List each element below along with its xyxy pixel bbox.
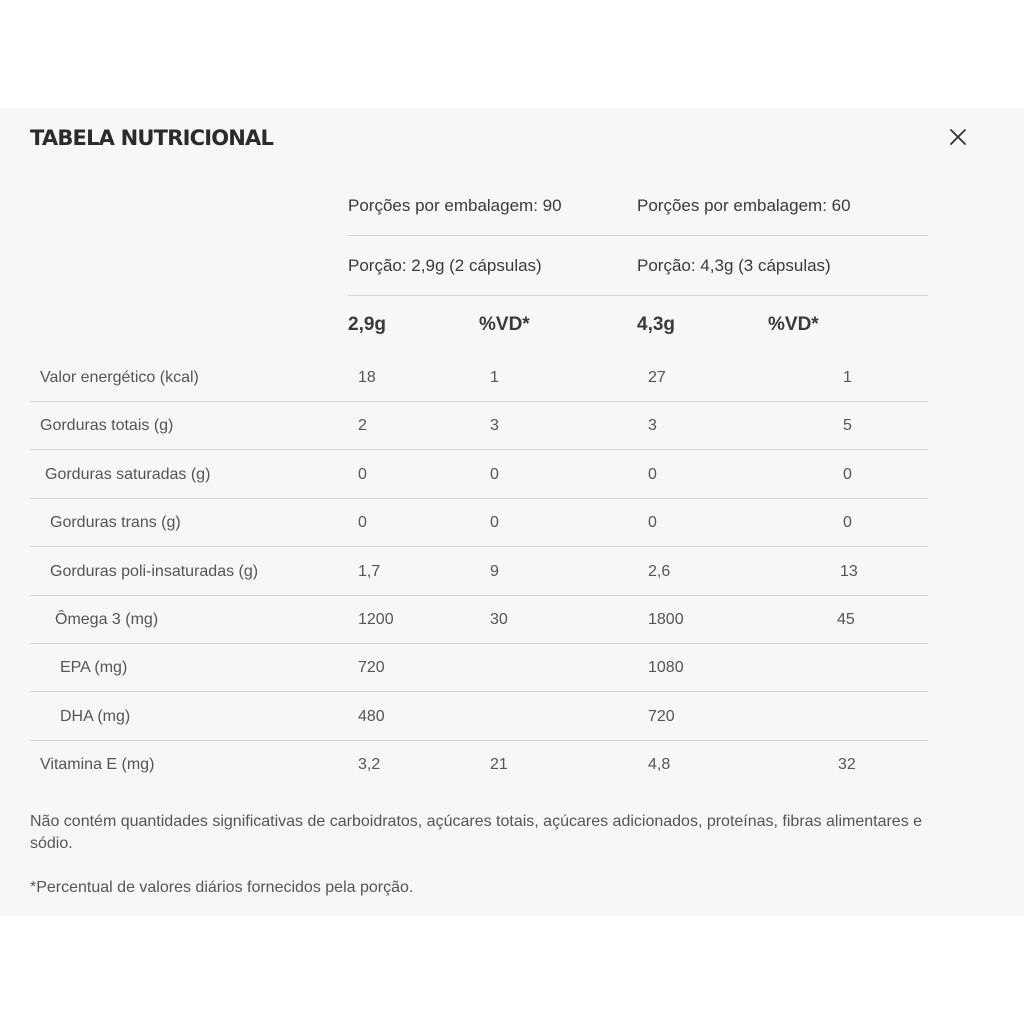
- row-label: Vitamina E (mg): [40, 756, 155, 773]
- row-divider: [30, 546, 928, 547]
- amount-header-col2: 4,3g: [637, 314, 676, 335]
- footnote: *Percentual de valores diários fornecidos pela porção.: [30, 879, 414, 896]
- close-icon: [944, 123, 972, 151]
- row-label: EPA (mg): [60, 659, 128, 676]
- table-row-total-fat: [30, 402, 928, 450]
- vd-col2: 5: [843, 417, 852, 434]
- vd-col1: 21: [490, 756, 508, 773]
- value-col1: 480: [358, 708, 385, 725]
- row-divider: [30, 691, 928, 692]
- table-row-omega3: [30, 596, 928, 644]
- vd-col2: 0: [843, 514, 852, 531]
- value-col2: 2,6: [648, 563, 671, 580]
- vd-col1: 30: [490, 611, 508, 628]
- value-col1: 1,7: [358, 563, 381, 580]
- vd-col2: 45: [837, 611, 855, 628]
- value-col2: 4,8: [648, 756, 671, 773]
- value-col1: 1200: [358, 611, 394, 628]
- value-col1: 18: [358, 369, 376, 386]
- vd-col2: 13: [840, 563, 858, 580]
- table-row-dha: [30, 693, 928, 741]
- header-divider: [348, 235, 928, 236]
- value-col1: 2: [358, 417, 367, 434]
- table-row-energy: [30, 354, 928, 402]
- servings-per-package-col1: Porções por embalagem: 90: [348, 196, 562, 215]
- row-label: Gorduras totais (g): [40, 417, 174, 434]
- value-col2: 0: [648, 514, 657, 531]
- value-col2: 1080: [648, 659, 684, 676]
- value-col2: 720: [648, 708, 675, 725]
- vd-col1: 1: [490, 369, 499, 386]
- vd-col1: 0: [490, 514, 499, 531]
- close-button[interactable]: [944, 123, 972, 151]
- vd-header-col2: %VD*: [768, 314, 819, 335]
- header-divider: [348, 295, 928, 296]
- row-label: Gorduras saturadas (g): [45, 466, 211, 483]
- vd-col1: 9: [490, 563, 499, 580]
- servings-per-package-col2: Porções por embalagem: 60: [637, 196, 851, 215]
- row-label: Ômega 3 (mg): [55, 611, 159, 628]
- row-label: Valor energético (kcal): [40, 369, 199, 386]
- table-row-trans-fat: [30, 499, 928, 547]
- vd-header-col1: %VD*: [479, 314, 530, 335]
- row-divider: [30, 449, 928, 450]
- value-col2: 0: [648, 466, 657, 483]
- vd-col2: 1: [843, 369, 852, 386]
- table-row-epa: [30, 644, 928, 692]
- value-col1: 3,2: [358, 756, 381, 773]
- amount-header-col1: 2,9g: [348, 314, 387, 335]
- table-row-saturated-fat: [30, 451, 928, 499]
- value-col1: 0: [358, 514, 367, 531]
- value-col2: 27: [648, 369, 666, 386]
- value-col1: 0: [358, 466, 367, 483]
- page-title: TABELA NUTRICIONAL: [30, 126, 274, 150]
- portion-col1: Porção: 2,9g (2 cápsulas): [348, 256, 542, 275]
- table-row-polyunsaturated-fat: [30, 548, 928, 596]
- row-label: DHA (mg): [60, 708, 131, 725]
- table-row-vitamin-e: [30, 741, 928, 789]
- vd-col2: 32: [838, 756, 856, 773]
- vd-col1: 0: [490, 466, 499, 483]
- row-label: Gorduras poli-insaturadas (g): [50, 563, 259, 580]
- disclaimer-note: Não contém quantidades significativas de carboidratos, açúcares totais, açúcares adicionados, proteínas, fibras alimentares e sódio.: [30, 813, 923, 852]
- row-label: Gorduras trans (g): [50, 514, 181, 531]
- vd-col2: 0: [843, 466, 852, 483]
- portion-col2: Porção: 4,3g (3 cápsulas): [637, 256, 831, 275]
- value-col2: 3: [648, 417, 657, 434]
- value-col2: 1800: [648, 611, 684, 628]
- value-col1: 720: [358, 659, 385, 676]
- vd-col1: 3: [490, 417, 499, 434]
